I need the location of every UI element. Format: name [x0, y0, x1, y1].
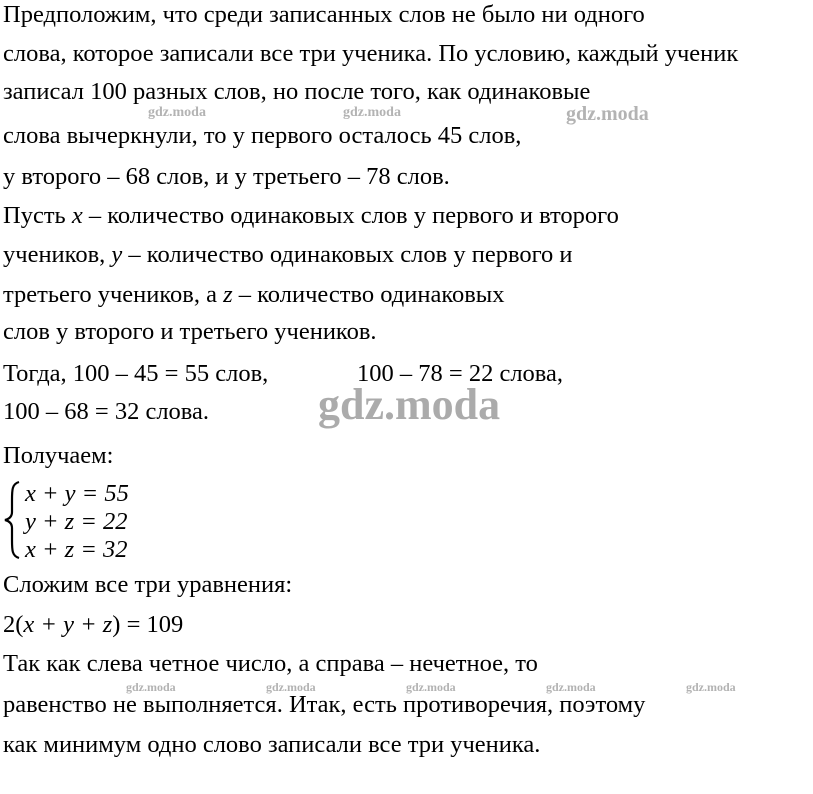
- watermark: gdz.moda: [126, 680, 176, 694]
- watermark: gdz.moda: [566, 103, 649, 125]
- text-segment: – количество одинаковых слов у первого и: [128, 241, 573, 268]
- equation-3: x + z = 32: [25, 536, 128, 563]
- text-segment: третьего учеников, а: [3, 281, 224, 308]
- text-line-12: Получаем:: [3, 442, 114, 469]
- text-line-6: [3, 204, 619, 229]
- watermark: gdz.moda: [686, 680, 736, 694]
- text-line-2: слова, которое записали все три ученика. По условию, каждый ученик: [3, 40, 739, 67]
- watermark: gdz.moda: [266, 680, 316, 694]
- text-line-13: Сложим все три уравнения:: [3, 571, 293, 598]
- equation-1: x + y = 55: [25, 480, 129, 507]
- equation-system: [3, 480, 203, 562]
- variable-z: z: [223, 281, 233, 308]
- text-line-5: у второго – 68 слов, и у третьего – 78 слов.: [3, 163, 450, 190]
- variable-y: y: [111, 241, 123, 268]
- text-line-14: [3, 613, 183, 638]
- variable-x: x: [71, 202, 83, 229]
- text-line-1: Предположим, что среди записанных слов не было ни одного: [3, 1, 645, 28]
- text-line-7: [3, 243, 573, 268]
- brace-icon: [3, 480, 23, 560]
- text-line-17: как минимум одно слово записали все три ученика.: [3, 731, 541, 758]
- equation-2: y + z = 22: [25, 508, 128, 535]
- text-line-10b: 100 – 78 = 22 слова,: [357, 360, 564, 387]
- text-line-3: записал 100 разных слов, но после того, как одинаковые: [3, 78, 591, 105]
- watermark: gdz.moda: [546, 680, 596, 694]
- text-line-16: равенство не выполняется. Итак, есть противоречия, поэтому: [3, 691, 646, 718]
- text-segment: Пусть: [3, 202, 66, 229]
- text-segment: учеников,: [3, 241, 112, 268]
- text-segment: ) = 109: [112, 611, 184, 638]
- text-line-8: [3, 283, 505, 308]
- sum-expression: x + y + z: [23, 611, 113, 638]
- text-line-11: 100 – 68 = 32 слова.: [3, 398, 210, 425]
- watermark: gdz.moda: [406, 680, 456, 694]
- text-segment: – количество одинаковых слов у первого и второго: [88, 202, 619, 229]
- text-line-4: слова вычеркнули, то у первого осталось 45 слов,: [3, 122, 522, 149]
- watermark: gdz.moda: [318, 380, 501, 429]
- text-segment: 2(: [3, 611, 24, 638]
- watermark: gdz.moda: [148, 105, 206, 120]
- text-line-9: слов у второго и третьего учеников.: [3, 318, 377, 345]
- text-line-10a: Тогда, 100 – 45 = 55 слов,: [3, 360, 269, 387]
- text-line-15: Так как слева четное число, а справа – нечетное, то: [3, 650, 538, 677]
- watermark: gdz.moda: [343, 105, 401, 120]
- text-segment: – количество одинаковых: [238, 281, 505, 308]
